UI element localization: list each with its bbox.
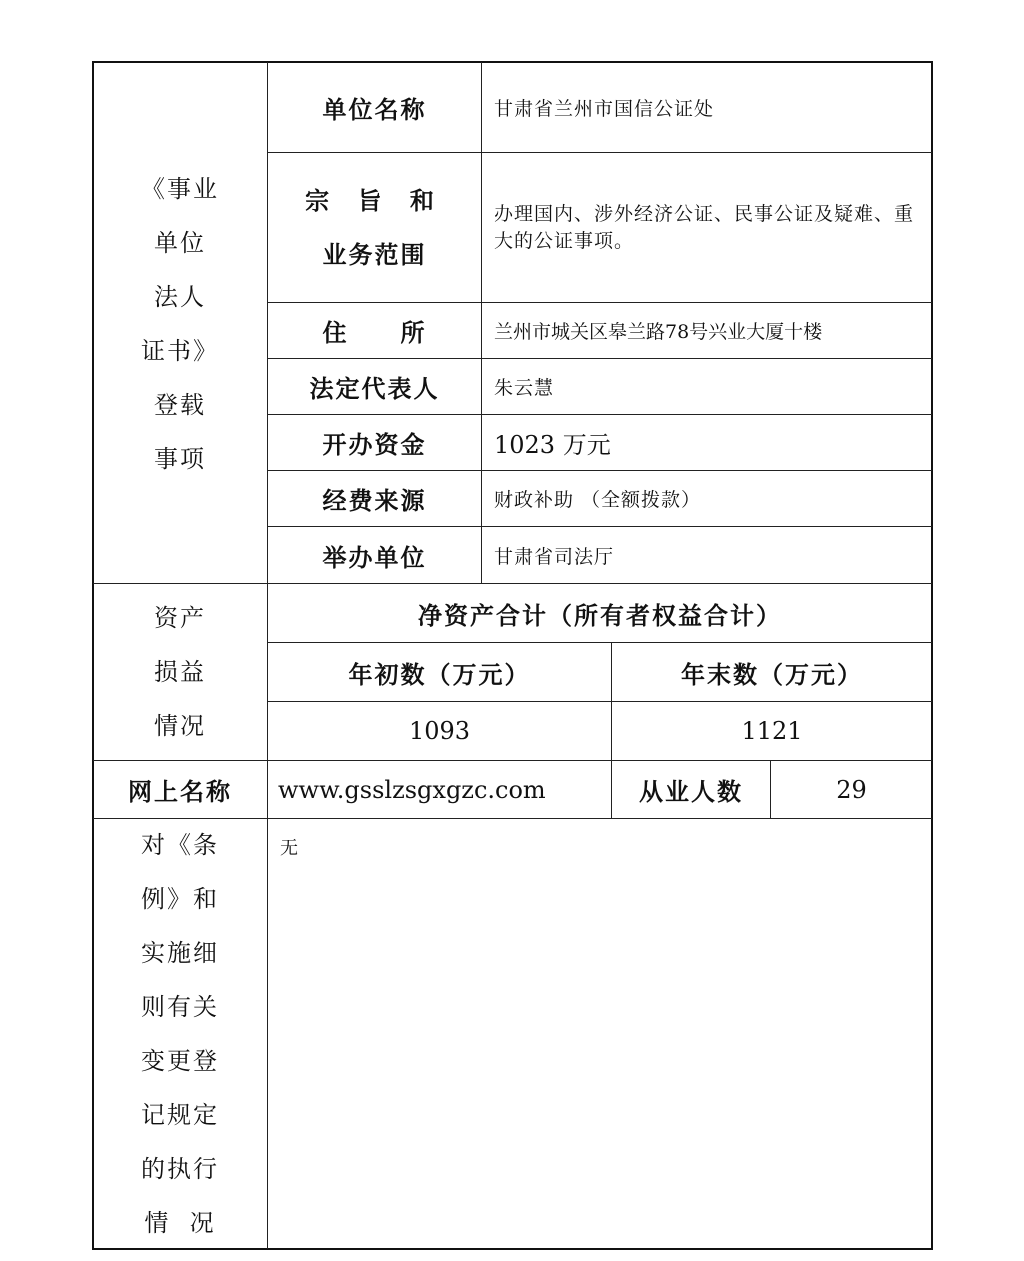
legal-rep-label: 法定代表人 xyxy=(309,374,440,403)
end-label: 年末数（万元） xyxy=(681,659,863,689)
end-value: 1121 xyxy=(741,717,803,745)
unit-name-value: 甘肃省兰州市国信公证处 xyxy=(494,97,715,120)
title-line: 变更登 xyxy=(141,1047,219,1075)
capital-value: 1023 万元 xyxy=(494,431,611,459)
title-line: 证书》 xyxy=(141,337,219,365)
title-line: 法人 xyxy=(154,283,206,311)
unit-name-label: 单位名称 xyxy=(322,94,427,124)
title-line: 例》和 xyxy=(141,885,219,913)
label-line: 宗 旨 和 xyxy=(305,185,444,215)
website-url: www.gsslzsgxgzc.com xyxy=(278,775,546,804)
website-label: 网上名称 xyxy=(128,777,232,806)
sponsor-unit-value: 甘肃省司法厅 xyxy=(494,545,615,568)
title-line: 的执行 xyxy=(141,1155,219,1183)
title-line: 对《条 xyxy=(141,831,219,859)
capital-label: 开办资金 xyxy=(322,430,427,459)
title-line: 损益 xyxy=(154,658,206,686)
title-line: 实施细 xyxy=(141,939,219,967)
sponsor-unit-label: 举办单位 xyxy=(322,542,427,572)
title-line: 单位 xyxy=(154,229,206,257)
label-line: 业务范围 xyxy=(322,239,427,269)
title-line: 登载 xyxy=(154,391,206,419)
regulation-execution-title xyxy=(93,819,267,1249)
net-assets-header: 净资产合计（所有者权益合计） xyxy=(418,600,782,630)
staff-label: 从业人数 xyxy=(639,777,743,806)
title-line: 事项 xyxy=(154,445,206,473)
address-value: 兰州市城关区皋兰路78号兴业大厦十楼 xyxy=(494,321,823,343)
legal-rep-value: 朱云慧 xyxy=(494,377,555,399)
staff-count: 29 xyxy=(836,775,867,804)
regulation-execution-value: 无 xyxy=(280,838,298,859)
address-label: 住 所 xyxy=(322,318,427,347)
begin-value: 1093 xyxy=(408,717,471,745)
begin-label: 年初数（万元） xyxy=(348,659,531,689)
assets-profit-title xyxy=(93,584,267,760)
purpose-scope-label xyxy=(268,153,481,302)
funding-source-value: 财政补助 （全额拨款） xyxy=(494,489,702,511)
title-line: 情况 xyxy=(154,712,206,740)
title-line: 资产 xyxy=(154,604,206,632)
funding-source-label: 经费来源 xyxy=(322,486,427,515)
title-line: 记规定 xyxy=(141,1101,219,1129)
registration-items-title xyxy=(93,162,267,486)
title-line: 则有关 xyxy=(141,993,219,1021)
title-line: 《事业 xyxy=(141,175,219,203)
title-line: 情 况 xyxy=(144,1209,216,1237)
purpose-scope-value: 办理国内、涉外经济公证、民事公证及疑难、重大的公证事项。 xyxy=(494,202,915,252)
